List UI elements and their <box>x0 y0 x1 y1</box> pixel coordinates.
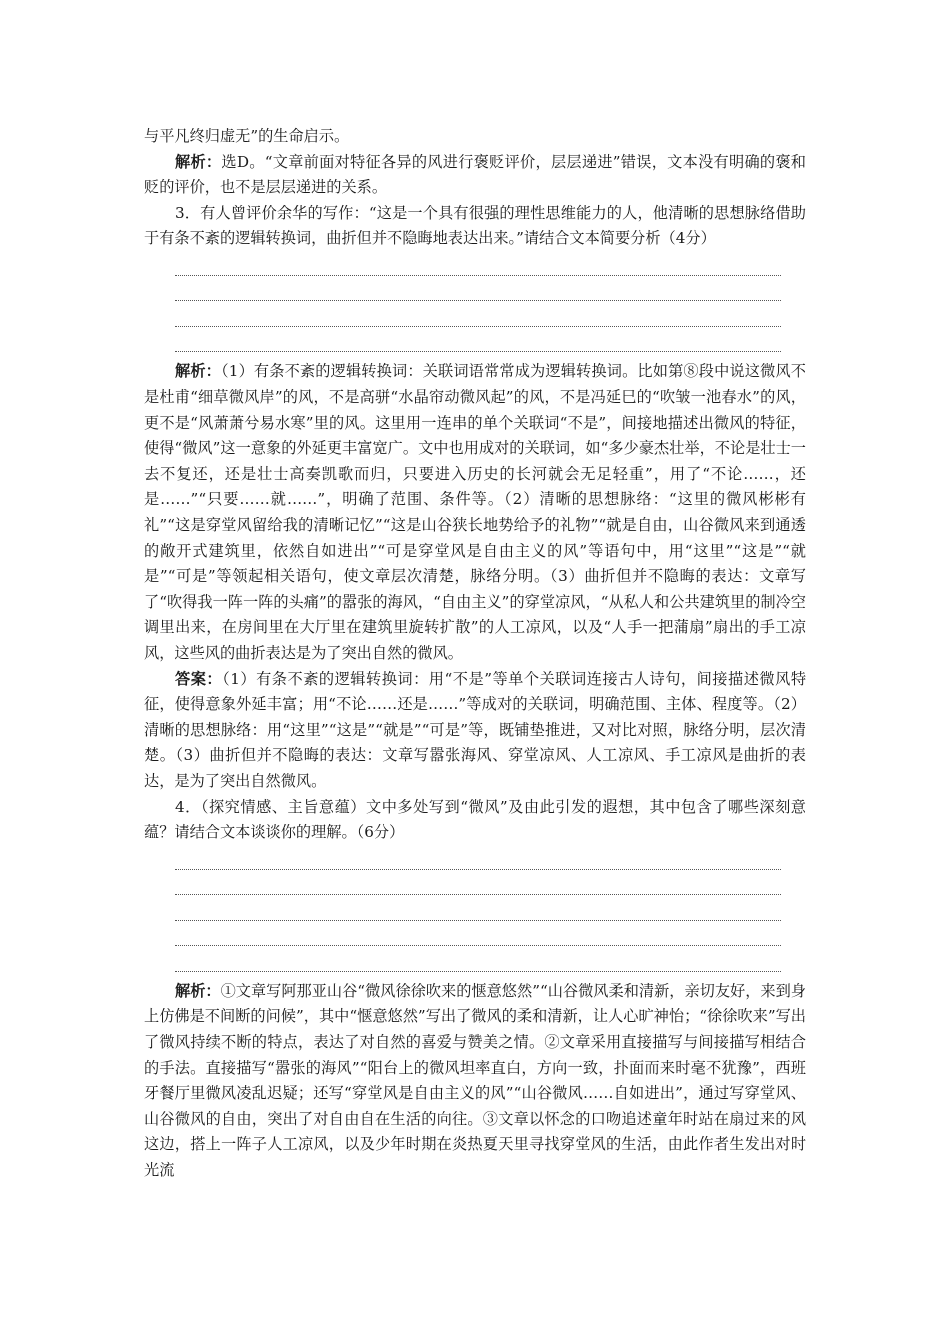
answer-line[interactable] <box>175 261 781 276</box>
q3-analysis-label: 解析： <box>175 362 222 381</box>
answer-line[interactable] <box>175 895 781 921</box>
q3-answer-text: （1）有条不紊的逻辑转换词：用“不是”等单个关联词连接古人诗句，间接描述微风特征，使得意象外延丰富；用“不论……还是……”等成对的关联词，明确范围、主体、程度等。（2）清晰的思想脉络：用“这里”“这是”“就是”“可是”等，既铺垫推进，又对比对照，脉络分明，层次清楚。（3）曲折但并不隐晦的表达：文章写嚣张海风、穿堂凉风、人工凉风、手工凉风是曲折的表达，是为了突出自然微风。 <box>144 669 807 790</box>
answer-line[interactable] <box>175 301 781 327</box>
question-4: 4．（探究情感、主旨意蕴）文中多处写到“微风”及由此引发的遐想，其中包含了哪些深刻意蕴？请结合文本谈谈你的理解。（6分） <box>144 797 806 842</box>
q3-analysis-paragraph <box>144 359 806 666</box>
question-3: 3．有人曾评价余华的写作：“这是一个具有很强的理性思维能力的人，他清晰的思想脉络借助于有条不紊的逻辑转换词，曲折但并不隐晦地表达出来。”请结合文本简要分析（4分） <box>144 203 806 248</box>
q4-analysis-text: ①文章写阿那亚山谷“微风徐徐吹来的惬意悠然”“山谷微风柔和清新，亲切友好，来到身上仿佛是不间断的问候”，其中“惬意悠然”写出了微风的柔和清新，让人心旷神怡；“徐徐吹来”写出了微风持续不断的特点，表达了对自然的喜爱与赞美之情。②文章采用直接描写与间接描写相结合的手法。直接描写“嚣张的海风”“阳台上的微风坦率直白，方向一致，扑面而来时毫不犹豫”，西班牙餐厅里微风凌乱迟疑；还写“穿堂风是自由主义的风”“山谷微风……自如进出”，通过写穿堂风、山谷微风的自由，突出了对自由自在生活的向往。③文章以怀念的口吻追述童年时站在扇过来的风这边，搭上一阵子人工凉风，以及少年时期在炎热夏天里寻找穿堂风的生活，由此作者生发出对时光流 <box>144 981 806 1179</box>
answer-line[interactable] <box>175 855 781 870</box>
intro-tail-text: 与平凡终归虚无”的生命启示。 <box>144 127 350 145</box>
q3-analysis-text: （1）有条不紊的逻辑转换词：关联词语常常成为逻辑转换词。比如第⑧段中说这微风不是杜甫“细草微风岸”的风，不是高骈“水晶帘动微风起”的风，不是冯延巳的“吹皱一池春水”的风，更不是“风萧萧兮易水寒”里的风。这里用一连串的单个关联词“不是”，间接地描述出微风的特征，使得“微风”这一意象的外延更丰富宽广。文中也用成对的关联词，如“多少豪杰壮举，不论是壮士一去不复还，还是壮士高奏凯歌而归，只要进入历史的长河就会无足轻重”，用了“不论……，还是……”“只要……就……”，明确了范围、条件等。（2）清晰的思想脉络：“这里的微风彬彬有礼”“这是穿堂风留给我的清晰记忆”“这是山谷狭长地势给予的礼物”“就是自由，山谷微风来到通透的敞开式建筑里，依然自如进出”“可是穿堂风是自由主义的风”等语句中，用“这里”“这是”“就是”“可是”等领起相关语句，使文章层次清楚，脉络分明。（3）曲折但并不隐晦的表达：文章写了“吹得我一阵一阵的头痛”的嚣张的海风，“自由主义”的穿堂凉风，“从私人和公共建筑里的制冷空调里出来，在房间里在大厅里在建筑里旋转扩散”的人工凉风，以及“人手一把蒲扇”扇出的手工凉风，这些风的曲折表达是为了突出自然的微风。 <box>144 362 806 662</box>
document-page <box>144 124 806 1184</box>
q4-analysis-paragraph <box>144 979 806 1184</box>
answer-line[interactable] <box>175 946 781 972</box>
q4-analysis-label: 解析： <box>175 981 221 1000</box>
q3-answer-paragraph <box>144 667 806 795</box>
q2-analysis-label: 解析： <box>175 152 222 171</box>
q3-answer-lines <box>144 261 806 353</box>
q3-answer-label: 答案： <box>175 669 223 688</box>
answer-line[interactable] <box>175 327 781 353</box>
answer-line[interactable] <box>175 870 781 896</box>
q4-answer-lines <box>144 855 806 972</box>
q2-analysis-text: 选D。“文章前面对特征各异的风进行褒贬评价，层层递进”错误，文本没有明确的褒和贬的评价，也不是层层递进的关系。 <box>144 152 806 197</box>
q2-analysis-paragraph <box>144 150 806 201</box>
answer-line[interactable] <box>175 276 781 302</box>
answer-line[interactable] <box>175 921 781 947</box>
